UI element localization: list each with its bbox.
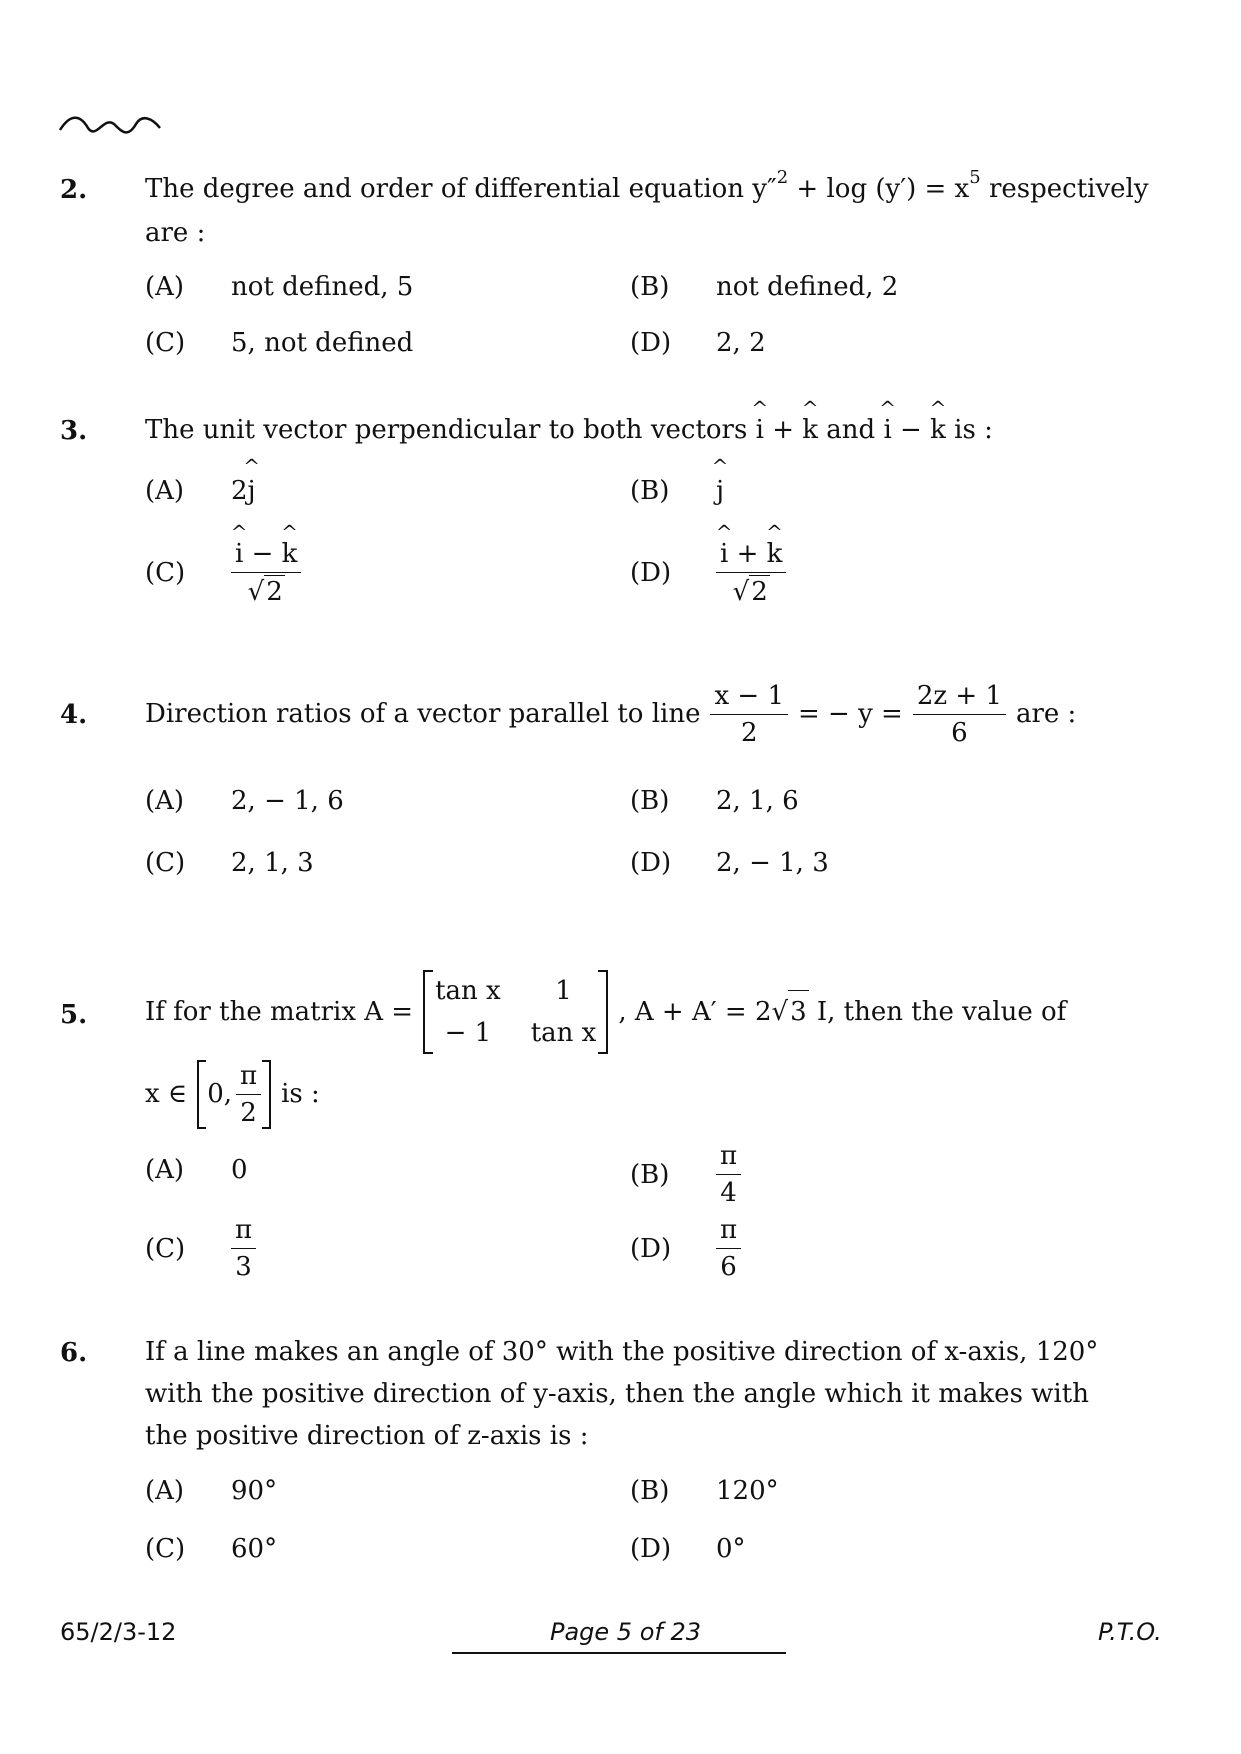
option-b[interactable]	[630, 786, 799, 816]
fraction: $\frac{\pi}{4}$	[716, 1140, 741, 1209]
option-label: (B)	[630, 476, 670, 506]
matrix-a: tan x 1 − 1 tan x	[423, 970, 608, 1054]
option-d[interactable]	[630, 328, 766, 358]
option-label: (C)	[145, 328, 186, 358]
option-d[interactable]	[630, 1534, 746, 1564]
question-text: The unit vector perpendicular to both vectors ^ i + ^ k and ^ i − ^ k is :	[145, 409, 993, 452]
option-label: (A)	[145, 1155, 185, 1185]
option-text: 120°	[716, 1476, 779, 1506]
option-label: (C)	[145, 558, 186, 588]
question-text: The degree and order of differential equation $y''^2 + \log (y') = x^5$ respectively	[145, 167, 1149, 204]
option-text: 2, 1, 3	[231, 848, 314, 878]
fraction: $\frac{x - 1}{2}$	[710, 680, 788, 749]
option-label: (A)	[145, 272, 185, 302]
option-text: 0	[231, 1155, 248, 1185]
option-b[interactable]	[630, 1476, 779, 1506]
question-number: 5.	[60, 1000, 88, 1030]
option-b[interactable]: (B) ^ j	[630, 476, 724, 506]
pto-label: P.T.O.	[1098, 1618, 1162, 1646]
option-text: 5, not defined	[231, 328, 414, 358]
wave-icon	[58, 112, 162, 142]
question-text-line2: with the positive direction of y-axis, then the angle which it makes with	[145, 1379, 1089, 1409]
fraction: $\frac{2z + 1}{6}$	[913, 680, 1006, 749]
option-label: (A)	[145, 1476, 185, 1506]
option-text: not defined, 5	[231, 272, 414, 302]
option-label: (B)	[630, 786, 670, 816]
question-text: Direction ratios of a vector parallel to line $\frac{x - 1}{2}$ = − y = $\frac{2z + 1}{6}$ are :	[145, 681, 1077, 748]
paper-code: 65/2/3-12	[60, 1618, 177, 1646]
option-text: 2, 1, 6	[716, 786, 799, 816]
question-text: If for the matrix A = tan x 1 − 1 tan x , A + A′ = 2 √ 3 I, then the value of	[145, 970, 1066, 1054]
option-text: 2, − 1, 6	[231, 786, 344, 816]
option-label: (C)	[145, 1534, 186, 1564]
option-label: (A)	[145, 476, 185, 506]
option-label: (B)	[630, 1476, 670, 1506]
question-number: 6.	[60, 1338, 88, 1368]
question-text-line2: x ∈ 0, $\frac{\pi}{2}$ is :	[145, 1061, 320, 1128]
fraction: ^ i + ^ k √ 2	[716, 538, 786, 608]
option-label: (D)	[630, 848, 672, 878]
option-label: (D)	[630, 328, 672, 358]
option-label: (B)	[630, 1159, 670, 1190]
option-d[interactable]	[630, 1214, 741, 1283]
option-c[interactable]	[145, 848, 314, 878]
question-number: 2.	[60, 175, 88, 205]
option-c[interactable]	[145, 1214, 256, 1283]
option-a[interactable]	[145, 272, 413, 302]
question-text-line3: the positive direction of z-axis is :	[145, 1421, 589, 1451]
option-text: not defined, 2	[716, 272, 899, 302]
option-label: (C)	[145, 848, 186, 878]
fraction: $\frac{\pi}{6}$	[716, 1214, 741, 1283]
option-a[interactable]: (A) 2 ^ j	[145, 476, 256, 506]
option-a[interactable]	[145, 1476, 277, 1506]
option-text: 60°	[231, 1534, 278, 1564]
page-number: Page 5 of 23	[550, 1618, 702, 1646]
option-b[interactable]	[630, 272, 898, 302]
option-text: 2, 2	[716, 328, 766, 358]
option-label: (D)	[630, 558, 672, 588]
option-a[interactable]	[145, 786, 344, 816]
fraction: $\frac{\pi}{2}$	[236, 1060, 261, 1129]
option-b[interactable]	[630, 1140, 741, 1209]
option-label: (C)	[145, 1233, 186, 1264]
option-text: 90°	[231, 1476, 278, 1506]
option-d[interactable]	[630, 848, 829, 878]
fraction: ^ i − ^ k √ 2	[231, 538, 301, 608]
option-c[interactable]	[145, 328, 413, 358]
fraction: $\frac{\pi}{3}$	[231, 1214, 256, 1283]
option-label: (D)	[630, 1534, 672, 1564]
option-text: 0°	[716, 1534, 746, 1564]
option-a[interactable]	[145, 1155, 248, 1185]
option-label: (B)	[630, 272, 670, 302]
option-text: 2, − 1, 3	[716, 848, 829, 878]
question-text-line2: are :	[145, 218, 206, 248]
page-number-underline	[452, 1652, 786, 1654]
option-label: (A)	[145, 786, 185, 816]
question-number: 4.	[60, 700, 88, 730]
option-c[interactable]	[145, 1534, 277, 1564]
option-label: (D)	[630, 1233, 672, 1264]
interval: 0, $\frac{\pi}{2}$	[197, 1060, 271, 1129]
option-d[interactable]	[630, 538, 786, 608]
question-number: 3.	[60, 416, 88, 446]
question-text-line1: If a line makes an angle of 30° with the positive direction of x-axis, 120°	[145, 1337, 1099, 1367]
option-c[interactable]	[145, 538, 301, 608]
